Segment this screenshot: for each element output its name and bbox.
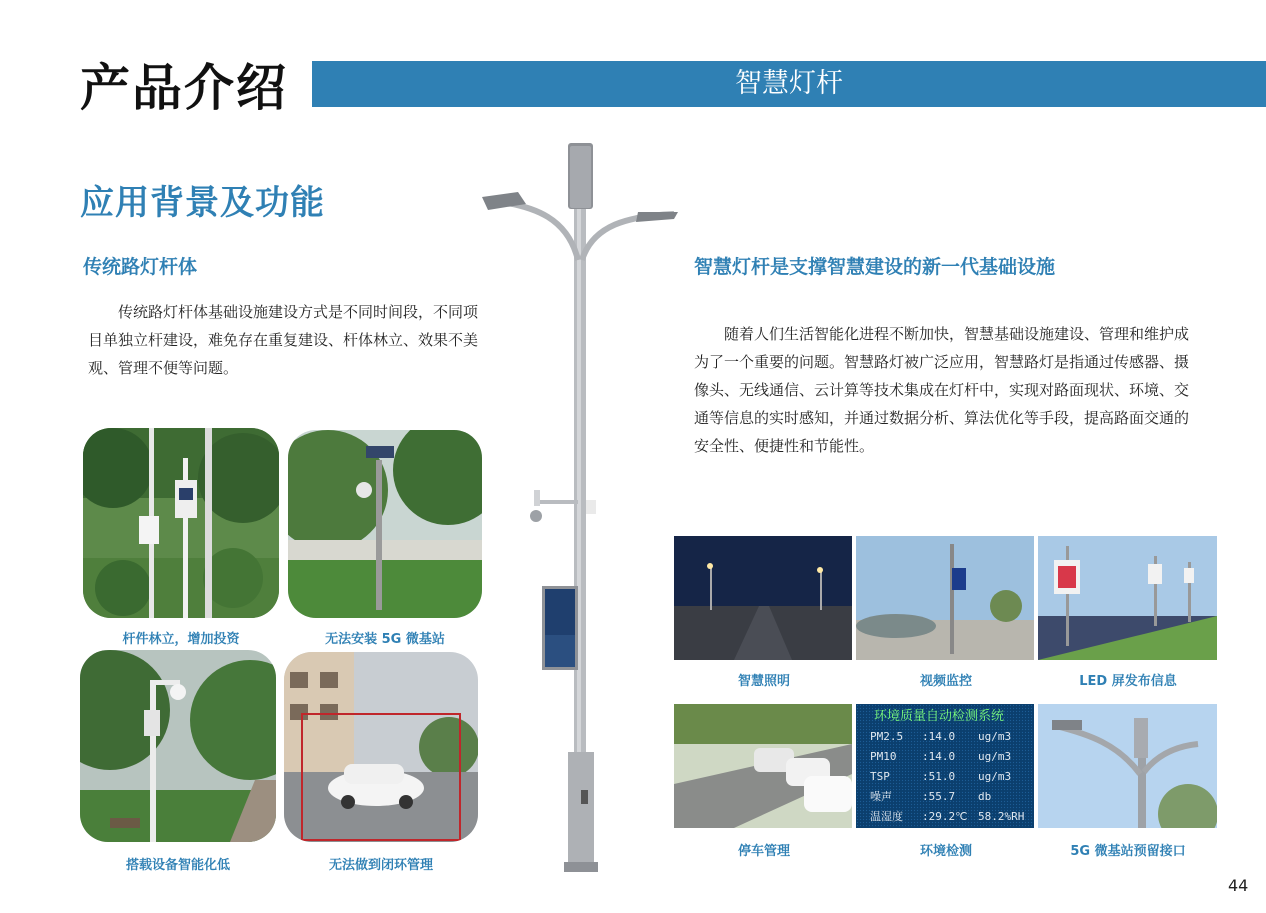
photo-crowded-poles	[83, 428, 279, 618]
smart-pole-illustration	[478, 140, 683, 879]
photo-caption-1: 杆件林立，增加投资	[122, 632, 240, 647]
left-paragraph-text: 传统路灯杆体基础设施建设方式是不同时间段，不同项目单独立杆建设，难免存在重复建设、杆体林立、效果不美观、管理不便等问题。	[88, 303, 479, 377]
env-row-unit: ug/m3	[978, 770, 1012, 783]
page-number: 44	[1228, 876, 1249, 895]
photo-caption-3: 搭载设备智能化低	[125, 858, 230, 873]
env-row-value: :51.0	[922, 770, 956, 783]
env-row-label: PM2.5	[870, 730, 904, 743]
env-row-label: TSP	[870, 770, 890, 783]
env-row-value: :55.7	[922, 790, 956, 803]
tile-caption-4: 停车管理	[737, 844, 790, 859]
right-subtitle: 智慧灯杆是支撑智慧建设的新一代基础设施	[694, 256, 1056, 278]
env-row-label: 温湿度	[870, 810, 903, 823]
tile-environment-screen	[856, 704, 1034, 828]
title-banner	[312, 61, 1266, 107]
tile-caption-1: 智慧照明	[737, 674, 790, 689]
tile-caption-3: LED 屏发布信息	[1079, 674, 1177, 689]
photo-low-intelligence	[80, 650, 276, 842]
tile-5g-interface	[1038, 704, 1217, 828]
photo-no-closed-loop	[284, 652, 478, 842]
env-row-value: :14.0	[922, 730, 956, 743]
tile-smart-lighting	[674, 536, 852, 660]
env-row-unit: 58.2%RH	[978, 810, 1025, 823]
left-subtitle: 传统路灯杆体	[83, 256, 198, 278]
banner-title: 智慧灯杆	[735, 68, 843, 99]
env-row-label: 噪声	[870, 790, 892, 803]
env-screen-title: 环境质量自动检测系统	[874, 709, 1005, 724]
tile-parking-management	[674, 704, 852, 828]
page-title: 产品介绍	[80, 59, 288, 117]
left-paragraph	[88, 298, 488, 382]
env-row-unit: ug/m3	[978, 750, 1012, 763]
tile-led-screen	[1038, 536, 1217, 660]
photo-caption-2: 无法安装 5G 微基站	[325, 632, 445, 647]
tile-caption-6: 5G 微基站预留接口	[1070, 844, 1186, 859]
env-row-unit: ug/m3	[978, 730, 1012, 743]
env-row-value: :14.0	[922, 750, 956, 763]
section-title: 应用背景及功能	[80, 183, 325, 223]
photo-no-5g	[288, 430, 482, 618]
right-paragraph-text: 随着人们生活智能化进程不断加快，智慧基础设施建设、管理和维护成为了一个重要的问题。智慧路灯被广泛应用，智慧路灯是指通过传感器、摄像头、无线通信、云计算等技术集成在灯杆中，实现对路面现状、环境、交通等信息的实时感知，并通过数据分析、算法优化等手段，提高路面交通的安全性、便捷性和节能性。	[694, 325, 1190, 455]
photo-caption-4: 无法做到闭环管理	[328, 858, 433, 873]
right-paragraph	[694, 320, 1199, 460]
tile-video-monitoring	[856, 536, 1034, 660]
tile-caption-5: 环境检测	[919, 844, 972, 859]
env-row-value: :29.2℃	[922, 810, 968, 823]
env-row-unit: db	[978, 790, 992, 803]
env-row-label: PM10	[870, 750, 897, 763]
tile-caption-2: 视频监控	[919, 674, 972, 689]
